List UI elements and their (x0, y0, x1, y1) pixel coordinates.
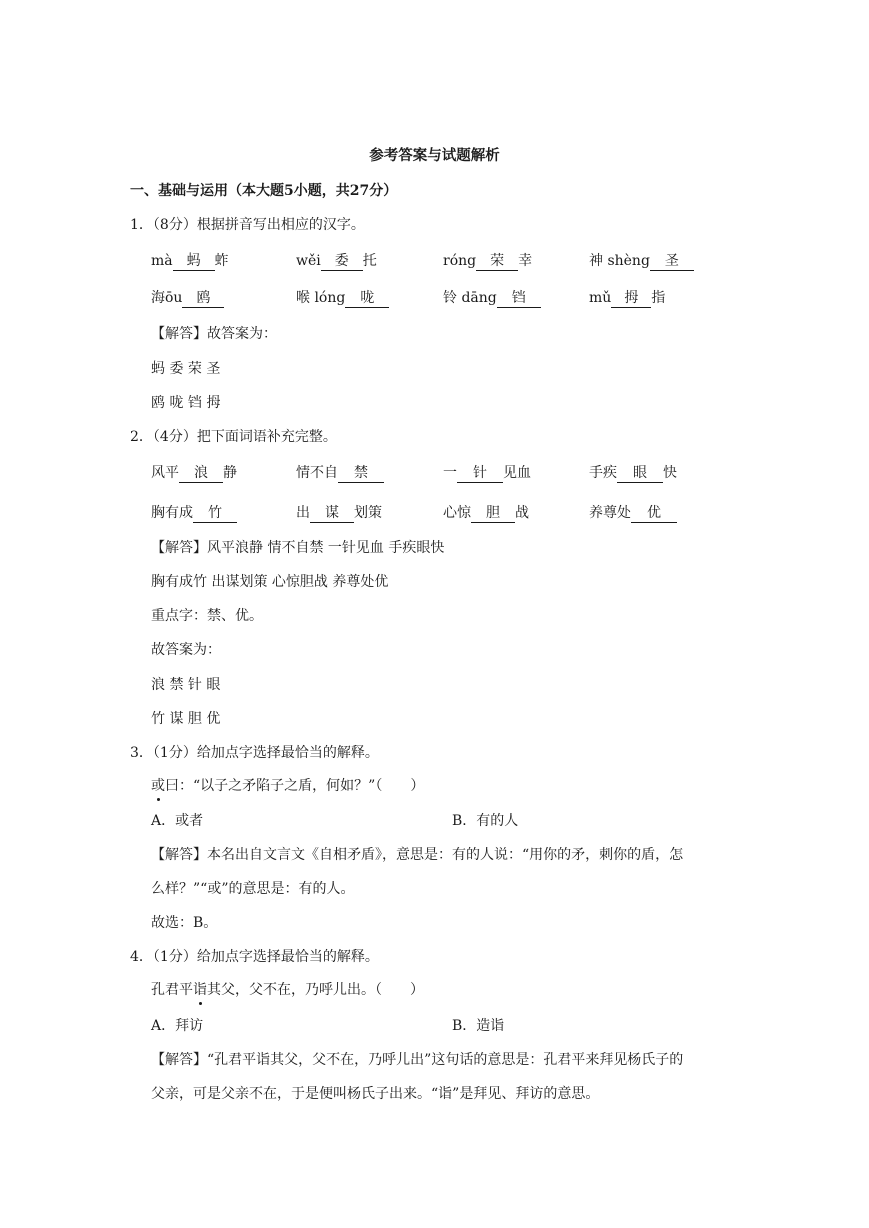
q2-item: 胸有成 竹 (151, 503, 237, 523)
q2-item: 一 针 见血 (443, 465, 531, 481)
q1-item: mǔ 拇 指 (589, 290, 666, 306)
q4-answer-line: 【解答】“孔君平诣其父，父不在，乃呼儿出”这句话的意思是：孔君平来拜见杨氏子的 (151, 1052, 684, 1068)
q2-stem: 2．（4分）把下面词语补充完整。 (130, 429, 337, 445)
q3-option-a: A．或者 (151, 813, 204, 829)
q1-item: 铃 dāng 铛 (443, 288, 541, 308)
q1-item: 喉 lóng 咙 (296, 288, 389, 308)
q4-option-a: A．拜访 (151, 1018, 204, 1034)
q3-choice: 故选：B。 (151, 915, 218, 931)
q2-answer-line: 【解答】风平浪静 情不自禁 一针见血 手疾眼快 (151, 540, 445, 556)
q2-item: 风平 浪 静 (151, 465, 237, 481)
q1-item: 海ōu 鸥 (151, 288, 224, 308)
q1-item: mà 蚂 蚱 (151, 253, 229, 269)
q4-sentence: 孔君平诣其父，父不在，乃呼儿出。（ ） (151, 982, 424, 998)
q1-answer-line: 蚂 委 荣 圣 (151, 361, 221, 377)
q1-answer-line: 鸥 咙 铛 拇 (151, 395, 221, 411)
q2-answer-line: 竹 谋 胆 优 (151, 711, 221, 727)
q2-answer-line: 胸有成竹 出谋划策 心惊胆战 养尊处优 (151, 574, 389, 590)
q3-answer-line: 么样？”“或”的意思是：有的人。 (151, 881, 355, 897)
q4-option-b: B．造诣 (452, 1018, 505, 1034)
q2-item: 出 谋 划策 (296, 505, 382, 521)
q3-sentence: 或曰：“以子之矛陷子之盾，何如？”（ ） (151, 778, 425, 794)
dotted-char: 或 (151, 778, 165, 794)
q4-stem: 4．（1分）给加点字选择最恰当的解释。 (130, 949, 379, 965)
q3-stem: 3．（1分）给加点字选择最恰当的解释。 (130, 745, 379, 761)
section-heading: 一、基础与运用（本大题5小题，共27分） (130, 183, 398, 199)
q3-answer-line: 【解答】本名出自文言文《自相矛盾》，意思是：有的人说：“用你的矛，刺你的盾，怎 (151, 847, 684, 863)
q1-answer-label: 【解答】故答案为： (151, 326, 277, 342)
q1-item: róng 荣 幸 (443, 253, 533, 269)
q2-item: 养尊处 优 (589, 503, 677, 523)
q4-answer-line: 父亲，可是父亲不在，于是便叫杨氏子出来。“诣”是拜见、拜访的意思。 (151, 1086, 600, 1102)
q1-stem: 1．（8分）根据拼音写出相应的汉字。 (130, 217, 365, 233)
q2-item: 手疾 眼 快 (589, 465, 677, 481)
q1-item: wěi 委 托 (296, 253, 377, 269)
dotted-char: 诣 (193, 982, 207, 998)
q2-item: 情不自 禁 (296, 463, 384, 483)
page-title: 参考答案与试题解析 (369, 147, 500, 164)
q1-item: 神 shèng 圣 (589, 251, 694, 271)
q2-answer-label: 故答案为： (151, 642, 221, 658)
q2-item: 心惊 胆 战 (443, 505, 529, 521)
q2-answer-line: 浪 禁 针 眼 (151, 677, 221, 693)
q3-option-b: B．有的人 (452, 813, 519, 829)
q2-key-chars: 重点字：禁、优。 (151, 608, 263, 624)
